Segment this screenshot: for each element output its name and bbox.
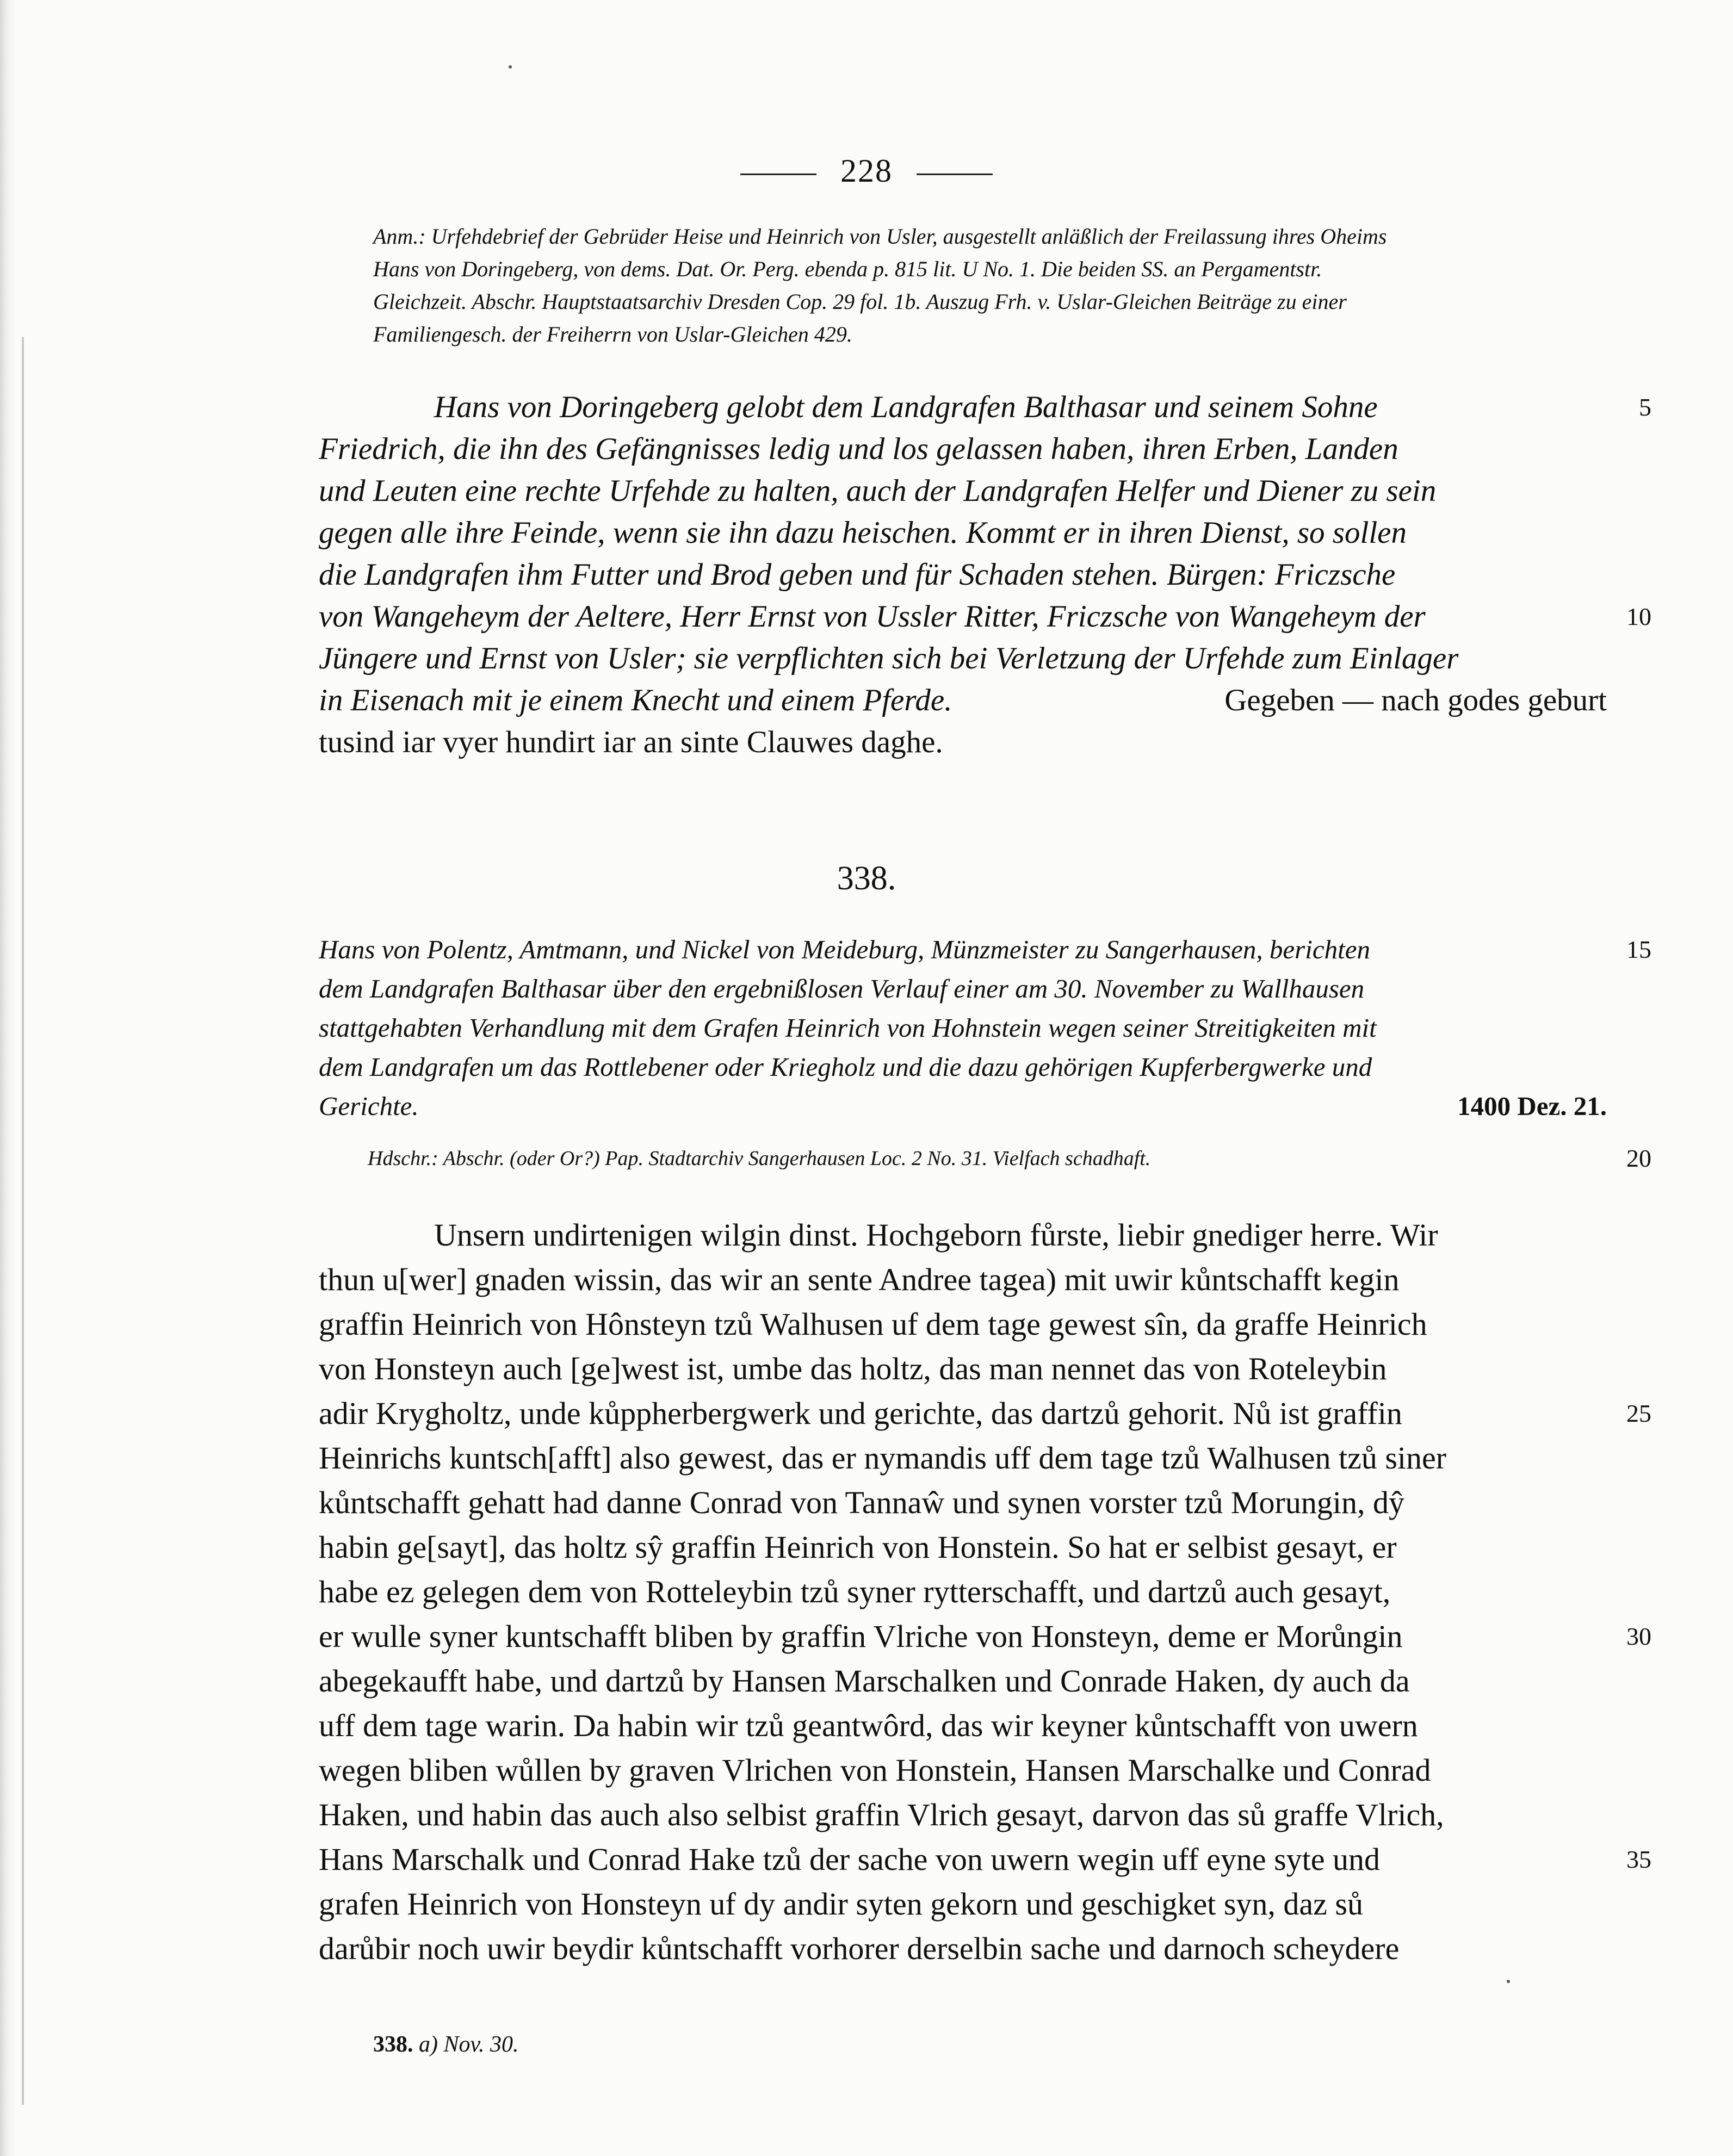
text-line: kůntschafft gehatt had danne Conrad von Tannaŵ und synen vorster tzů Morungin, dŷ — [319, 1485, 1404, 1520]
summary-line — [319, 596, 1651, 637]
text-line — [319, 1391, 1651, 1436]
original-text-start: Gegeben — nach godes geburt — [1224, 683, 1607, 717]
summary-text: von Wangeheym der Aeltere, Herr Ernst von Ussler Ritter, Friczsche von Wangeheym der — [319, 599, 1426, 634]
binding-edge — [22, 337, 24, 2105]
line-number: 20 — [1626, 1144, 1651, 1172]
text-line: Heinrichs kuntsch[afft] also gewest, das er nymandis uff dem tage tzů Walhusen tzů siner — [319, 1440, 1447, 1476]
source-text: Hdschr.: Abschr. (oder Or?) Pap. Stadtarchiv Sangerhausen Loc. 2 No. 31. Vielfach schadhaft. — [368, 1147, 1151, 1170]
document-number: 338. — [837, 860, 896, 897]
speck — [1507, 1980, 1510, 1983]
summary-line — [319, 930, 1651, 969]
text-line: Haken, und habin das auch also selbist graffin Vlrich gesayt, darvon das sů graffe Vlrich, — [319, 1797, 1444, 1832]
manuscript-source — [319, 1142, 1651, 1175]
line-number: 5 — [1639, 393, 1651, 421]
text-line: habin ge[sayt], das holtz sŷ graffin Heinrich von Honstein. So hat er selbist gesayt, er — [319, 1529, 1397, 1565]
text-line: uff dem tage warin. Da habin wir tzů geantwôrd, das wir keyner kůntschafft von uwern — [319, 1708, 1418, 1743]
note-line: Gleichzeit. Abschr. Hauptstaatsarchiv Dresden Cop. 29 fol. 1b. Auszug Frh. v. Uslar-Gleichen Beiträge zu einer — [373, 289, 1347, 314]
summary-line — [319, 679, 1607, 721]
summary-line: und Leuten eine rechte Urfehde zu halten, auch der Landgrafen Helfer und Diener zu sein — [319, 474, 1437, 508]
summary-337 — [319, 386, 1651, 763]
summary-line: dem Landgrafen um das Rottlebener oder Kriegholz und die dazu gehörigen Kupferbergwerke und — [319, 1052, 1372, 1082]
header-dash-left — [740, 174, 816, 175]
text-content: er wulle syner kuntschafft bliben by graffin Vlriche von Honsteyn, deme er Morůngin — [319, 1619, 1403, 1654]
text-line: graffin Heinrich von Hônsteyn tzů Walhusen uf dem tage gewest sîn, da graffe Heinrich — [319, 1306, 1427, 1342]
line-number: 30 — [1626, 1622, 1651, 1650]
page-header — [0, 152, 1733, 190]
text-line: abegekaufft habe, und dartzů by Hansen Marschalken und Conrade Haken, dy auch da — [319, 1663, 1410, 1699]
text-content: adir Krygholtz, unde kůppherbergwerk und gerichte, das dartzů gehorit. Nů ist graffin — [319, 1396, 1402, 1431]
text-line — [319, 1614, 1651, 1659]
summary-line: dem Landgrafen Balthasar über den ergebnißlosen Verlauf einer am 30. November zu Wallhausen — [319, 974, 1365, 1003]
note-line: Hans von Doringeberg, von dems. Dat. Or. Perg. ebenda p. 815 lit. U No. 1. Die beiden SS. an Pergamentstr. — [373, 257, 1322, 281]
text-line: Unsern undirtenigen wilgin dinst. Hochgeborn fůrste, liebir gnediger herre. Wir — [434, 1217, 1438, 1253]
text-line: thun u[wer] gnaden wissin, das wir an sente Andree tagea) mit uwir kůntschafft kegin — [319, 1262, 1400, 1297]
summary-line: Friedrich, die ihn des Gefängnisses ledig und los gelassen haben, ihren Erben, Landen — [319, 432, 1398, 466]
document-date: 1400 Dez. 21. — [1457, 1091, 1607, 1121]
footnote-text: a) Nov. 30. — [419, 2032, 519, 2057]
summary-text: in Eisenach mit je einem Knecht und einem Pferde. — [319, 683, 952, 717]
line-number: 10 — [1626, 603, 1651, 630]
summary-line: Jüngere und Ernst von Usler; sie verpflichten sich bei Verletzung der Urfehde zum Einlager — [319, 641, 1459, 676]
text-line: darůbir noch uwir beydir kůntschafft vorhorer derselbin sache und darnoch scheydere — [319, 1931, 1400, 1966]
text-line: grafen Heinrich von Honsteyn uf dy andir syten gekorn und geschigket syn, daz sů — [319, 1886, 1363, 1922]
summary-line: tusind iar vyer hundirt iar an sinte Clauwes daghe. — [319, 725, 943, 759]
summary-line — [319, 386, 1651, 428]
summary-line — [319, 1087, 1607, 1126]
annotation-note — [319, 220, 1607, 351]
footnote — [373, 2031, 519, 2058]
summary-line: stattgehabten Verhandlung mit dem Grafen Heinrich von Hohnstein wegen seiner Streitigkeiten mit — [319, 1013, 1377, 1043]
text-line — [319, 1837, 1651, 1882]
line-number: 25 — [1626, 1399, 1651, 1427]
summary-text: Hans von Doringeberg gelobt dem Landgrafen Balthasar und seinem Sohne — [434, 390, 1378, 424]
text-line: wegen bliben wůllen by graven Vlrichen von Honstein, Hansen Marschalke und Conrad — [319, 1752, 1431, 1788]
source-line — [319, 1142, 1651, 1175]
text-line: habe ez gelegen dem von Rotteleybin tzů syner rytterschafft, und dartzů auch gesayt, — [319, 1574, 1391, 1609]
note-line: Familiengesch. der Freiherrn von Uslar-Gleichen 429. — [373, 322, 852, 346]
speck — [509, 65, 512, 69]
footnote-ref: 338. — [373, 2032, 413, 2057]
book-binding-shadow — [0, 0, 15, 2156]
page-number: 228 — [840, 153, 893, 189]
summary-text: Hans von Polentz, Amtmann, und Nickel von Meideburg, Münzmeister zu Sangerhausen, berichten — [319, 934, 1370, 964]
summary-338 — [319, 930, 1651, 1126]
line-number: 15 — [1626, 935, 1651, 963]
text-line: von Honsteyn auch [ge]west ist, umbe das holtz, das man nennet das von Roteleybin — [319, 1351, 1387, 1386]
text-content: Hans Marschalk und Conrad Hake tzů der sache von uwern wegin uff eyne syte und — [319, 1842, 1381, 1877]
summary-line: die Landgrafen ihm Futter und Brod geben und für Schaden stehen. Bürgen: Friczsche — [319, 557, 1396, 592]
summary-line: gegen alle ihre Feinde, wenn sie ihn dazu heischen. Kommt er in ihren Dienst, so sollen — [319, 516, 1407, 550]
line-number: 35 — [1626, 1845, 1651, 1873]
note-line: Anm.: Urfehdebrief der Gebrüder Heise und Heinrich von Usler, ausgestellt anläßlich der Freilassung ihres Oheims — [373, 224, 1387, 249]
document-text — [319, 1213, 1651, 1971]
summary-text: Gerichte. — [319, 1091, 419, 1121]
header-dash-right — [917, 174, 993, 175]
